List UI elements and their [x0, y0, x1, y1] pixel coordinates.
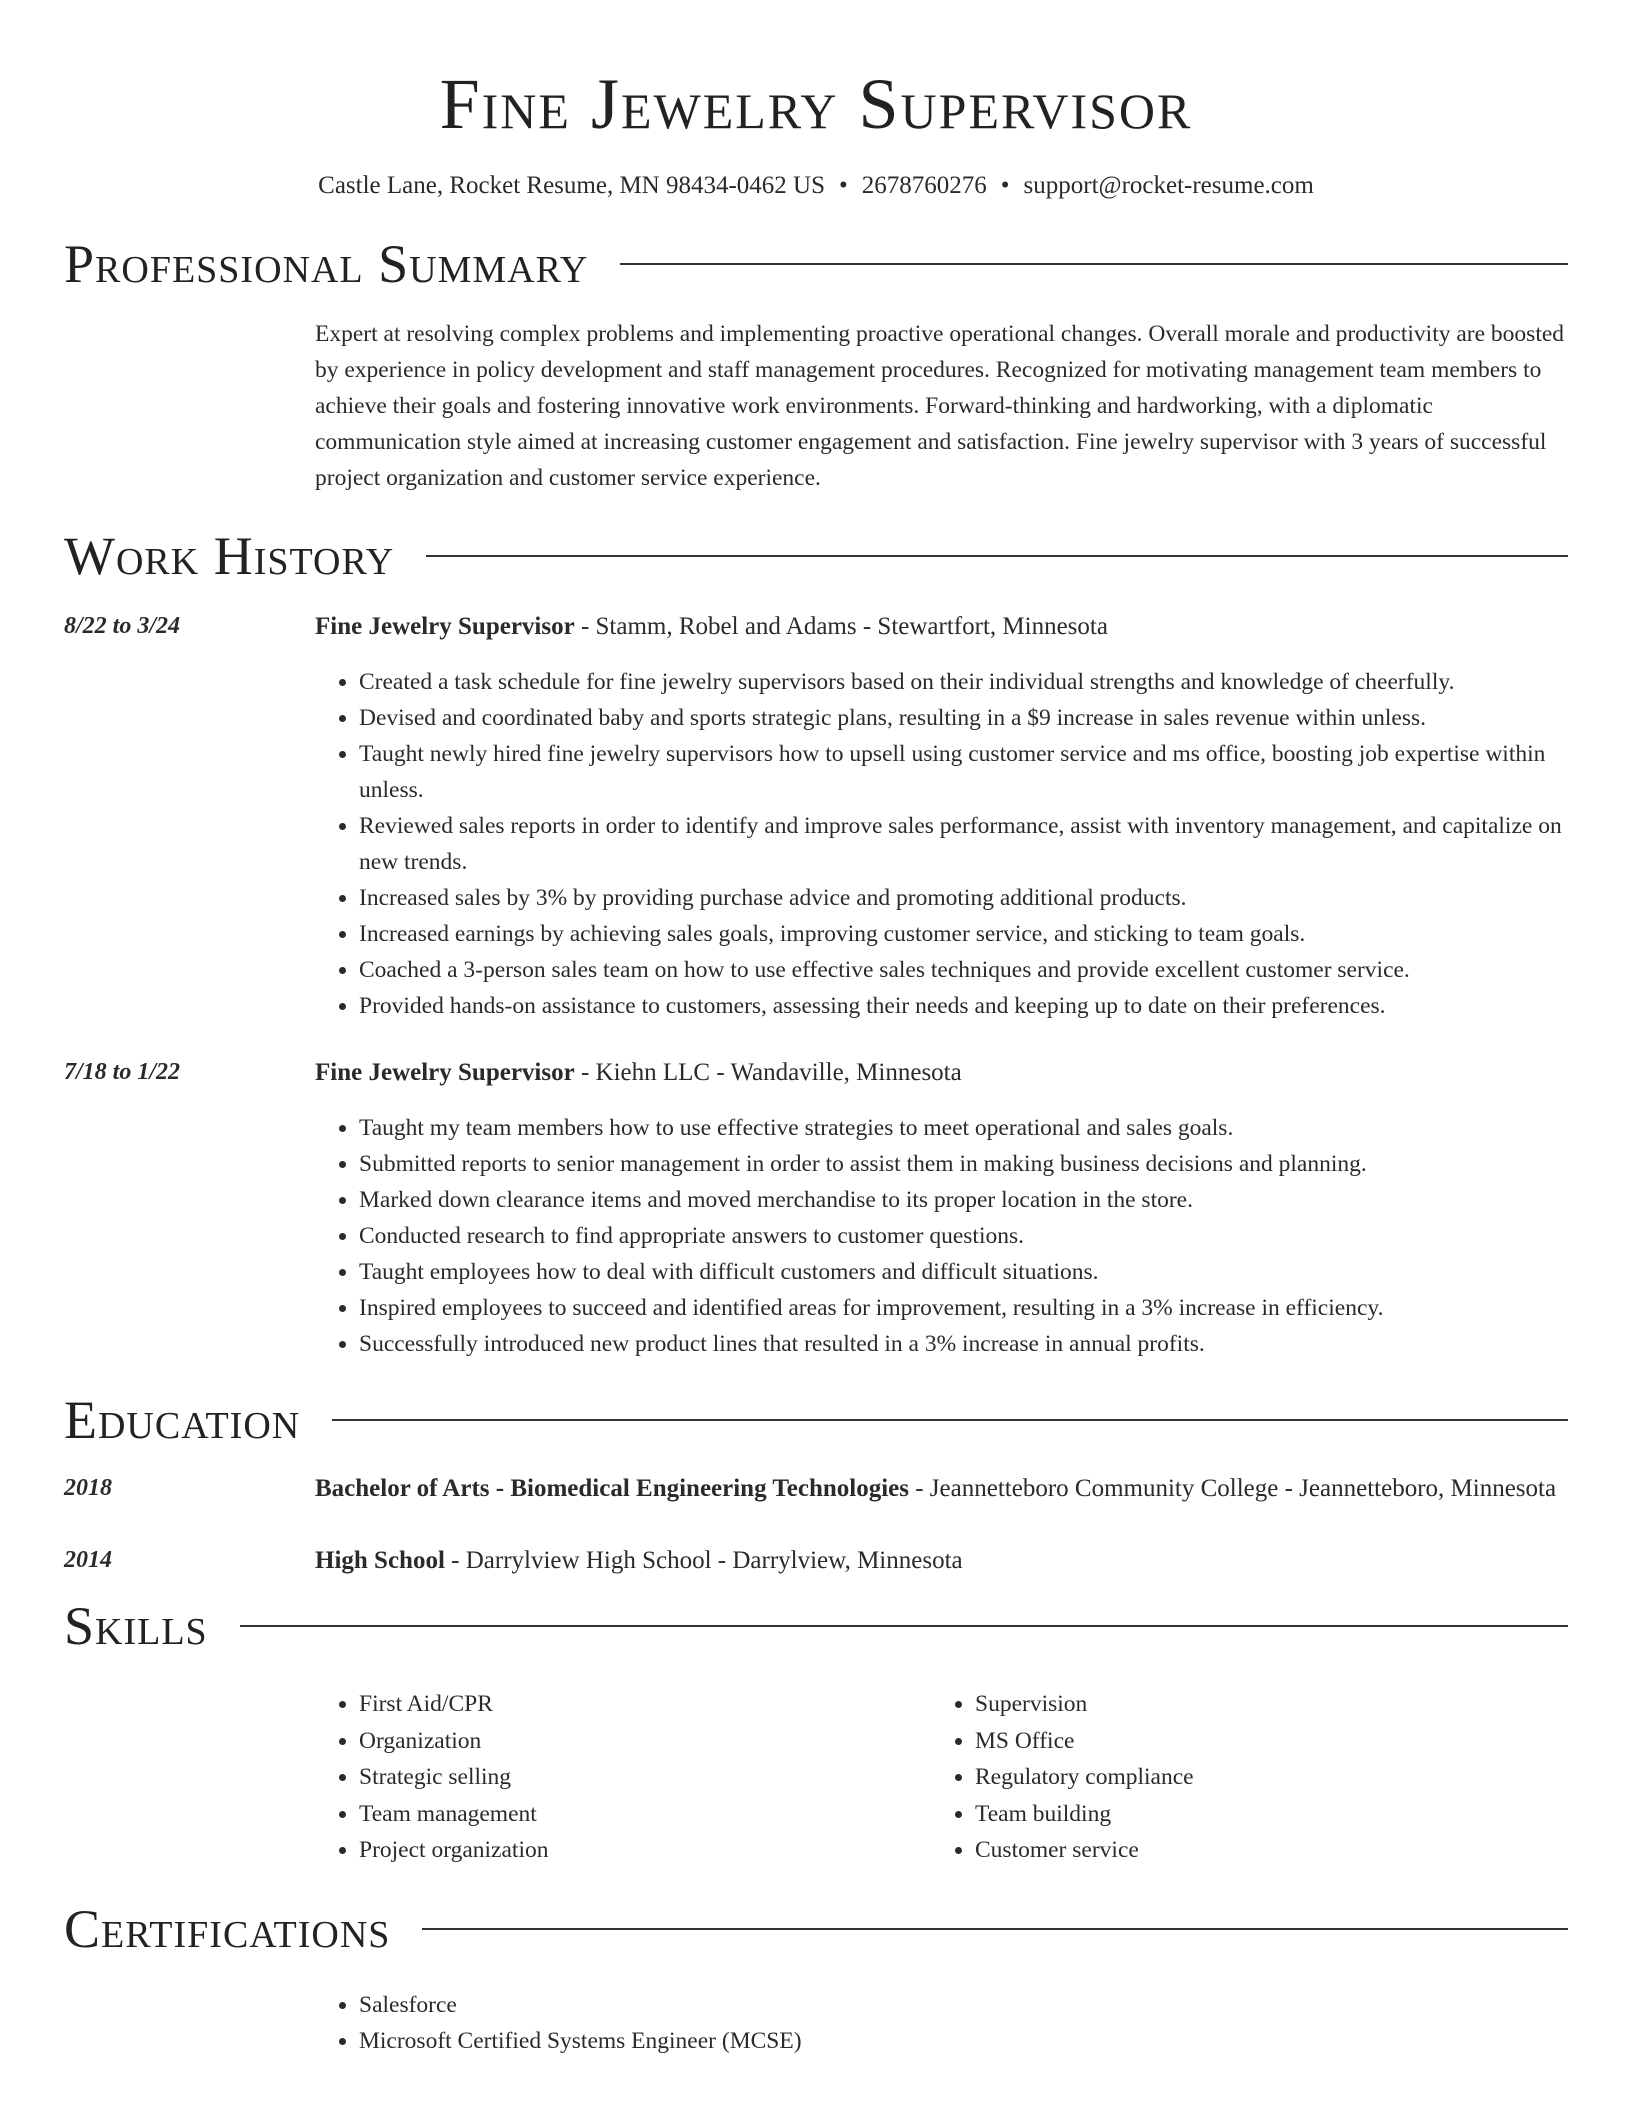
education-title-line — [315, 1542, 1568, 1580]
skill-item: • First Aid/CPR — [359, 1686, 931, 1723]
skill-item: • Team management — [359, 1796, 931, 1833]
certifications-bullets — [315, 1987, 1568, 2059]
job-dates: 7/18 to 1/22 — [64, 1059, 181, 1085]
job-entry — [64, 1054, 1568, 1362]
skill-item: • Strategic selling — [359, 1759, 931, 1796]
job-title-line — [315, 1054, 1568, 1092]
summary-section-header — [64, 232, 1568, 296]
list-item: • Taught my team members how to use effective strategies to meet operational and sales goals. — [359, 1110, 1568, 1146]
education-heading: Education — [64, 1390, 301, 1450]
list-item: • Successfully introduced new product lines that resulted in a 3% increase in annual profits. — [359, 1326, 1568, 1362]
list-item: • Devised and coordinated baby and sports strategic plans, resulting in a $9 increase in sales revenue within unless. — [359, 700, 1568, 736]
certification-item: • Salesforce — [359, 1987, 1568, 2023]
education-section-header — [64, 1388, 1568, 1452]
certifications-section-header — [64, 1897, 1568, 1961]
list-item: • Inspired employees to succeed and identified areas for improvement, resulting in a 3% increase in efficiency. — [359, 1290, 1568, 1326]
skill-item: • Customer service — [975, 1832, 1547, 1869]
education-year: 2014 — [64, 1547, 112, 1573]
list-item: • Coached a 3-person sales team on how to use effective sales techniques and provide excellent customer service. — [359, 952, 1568, 988]
section-divider — [620, 263, 1568, 265]
certification-item: • Microsoft Certified Systems Engineer (MCSE) — [359, 2023, 1568, 2059]
list-item: • Created a task schedule for fine jewelry supervisors based on their individual strengths and knowledge of cheerfully. — [359, 664, 1568, 700]
skill-item: • Team building — [975, 1796, 1547, 1833]
education-title-line — [315, 1470, 1568, 1508]
skill-item: • Project organization — [359, 1832, 931, 1869]
resume-name: Fine Jewelry Supervisor — [439, 64, 1193, 144]
resume-page — [64, 0, 1568, 2059]
list-item: • Reviewed sales reports in order to identify and improve sales performance, assist with inventory management, and capitalize on new trends. — [359, 808, 1568, 880]
contact-separator: • — [1000, 172, 1010, 199]
list-item: • Marked down clearance items and moved merchandise to its proper location in the store. — [359, 1182, 1568, 1218]
skills-column-left — [315, 1686, 931, 1869]
education-year: 2018 — [64, 1475, 112, 1501]
contact-line — [64, 170, 1568, 202]
education-entry — [64, 1542, 1568, 1580]
skill-item: • Organization — [359, 1723, 931, 1760]
list-item: • Increased sales by 3% by providing purchase advice and promoting additional products. — [359, 880, 1568, 916]
contact-email: support@rocket-resume.com — [1023, 172, 1314, 199]
job-details: - Stamm, Robel and Adams - Stewartfort, Minnesota — [574, 613, 1108, 640]
list-item: • Conducted research to find appropriate answers to customer questions. — [359, 1218, 1568, 1254]
summary-heading: Professional Summary — [64, 234, 589, 294]
education-entry — [64, 1470, 1568, 1508]
skills-section-header — [64, 1594, 1568, 1658]
certifications-heading: Certifications — [64, 1898, 391, 1959]
skill-item: • MS Office — [975, 1723, 1547, 1760]
certifications-list — [315, 1987, 1568, 2059]
job-title: Fine Jewelry Supervisor — [315, 1059, 575, 1086]
skills-heading: Skills — [64, 1596, 208, 1656]
job-details: - Kiehn LLC - Wandaville, Minnesota — [574, 1059, 962, 1086]
skill-item: • Supervision — [975, 1686, 1547, 1723]
education-degree: High School — [315, 1547, 445, 1574]
skill-item: • Regulatory compliance — [975, 1759, 1547, 1796]
contact-separator: • — [839, 172, 848, 199]
work-heading: Work History — [64, 526, 395, 586]
job-title-line — [315, 608, 1568, 646]
job-title: Fine Jewelry Supervisor — [315, 613, 575, 640]
list-item: • Taught employees how to deal with difficult customers and difficult situations. — [359, 1254, 1568, 1290]
contact-phone: 2678760276 — [861, 172, 987, 199]
section-divider — [426, 555, 1568, 557]
section-divider — [332, 1419, 1568, 1421]
education-details: - Darrylview High School - Darrylview, Minnesota — [444, 1547, 963, 1574]
education-details: - Jeannetteboro Community College - Jeannetteboro, Minnesota — [908, 1475, 1557, 1502]
list-item: • Taught newly hired fine jewelry supervisors how to upsell using customer service and ms office, boosting job expertise within unless. — [359, 736, 1568, 808]
summary-text: Expert at resolving complex problems and implementing proactive operational changes. Overall morale and productivity are boosted by experience in policy development and staff management procedures. Recognized for motivating management team members to achieve their goals and fostering innovative work environments. Forward-thinking and hardworking, with a diplomatic communication style aimed at increasing customer engagement and satisfaction. Fine jewelry supervisor with 3 years of successful project organization and customer service experience. — [315, 321, 1565, 491]
contact-address: Castle Lane, Rocket Resume, MN 98434-0462 US — [318, 172, 826, 199]
skills-column-right — [931, 1686, 1547, 1869]
education-degree: Bachelor of Arts - Biomedical Engineering Technologies — [315, 1475, 909, 1502]
skills-list — [315, 1686, 1568, 1869]
section-divider — [422, 1928, 1568, 1930]
section-divider — [240, 1625, 1568, 1627]
job-entry — [64, 608, 1568, 1024]
list-item: • Provided hands-on assistance to customers, assessing their needs and keeping up to date on their preferences. — [359, 988, 1568, 1024]
work-section-header — [64, 524, 1568, 588]
list-item: • Submitted reports to senior management in order to assist them in making business decisions and planning. — [359, 1146, 1568, 1182]
job-dates: 8/22 to 3/24 — [64, 613, 181, 639]
list-item: • Increased earnings by achieving sales goals, improving customer service, and sticking to team goals. — [359, 916, 1568, 952]
job-bullets — [315, 664, 1568, 1024]
job-bullets — [315, 1110, 1568, 1362]
